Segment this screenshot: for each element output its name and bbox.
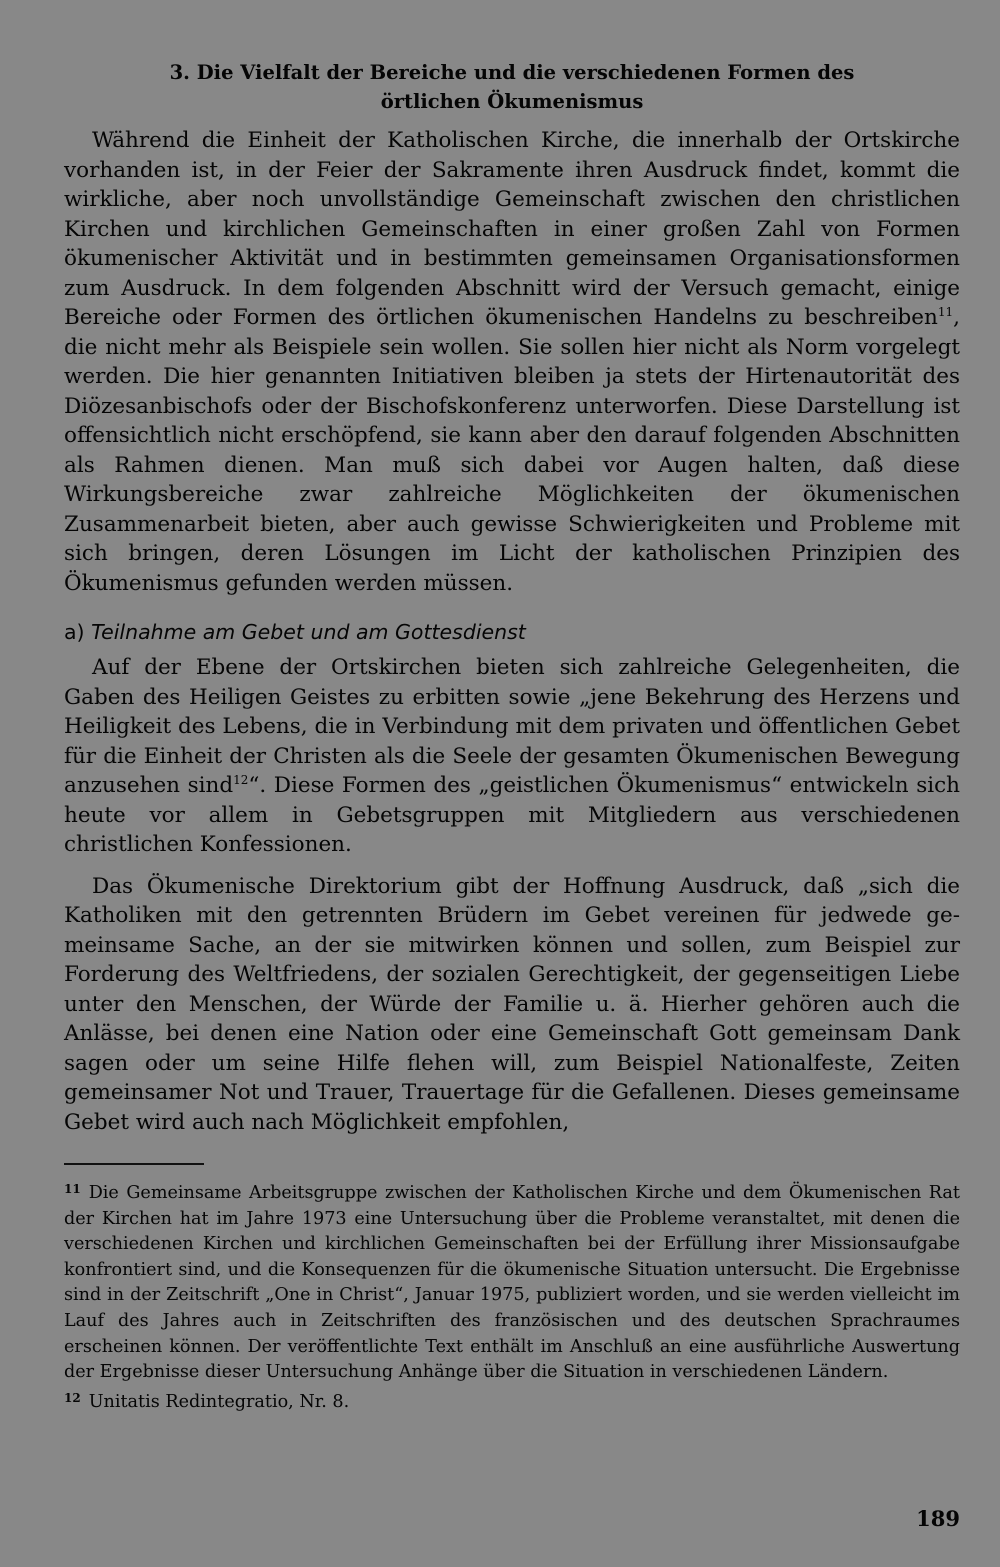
footnote-text: Die Gemeinsame Arbeitsgruppe zwischen der Katholischen Kirche und dem Ökumenischen Rat der Kirchen hat im Jahre 1973 eine Untersuchung über die Probleme veranstaltet, mit denen die verschiedenen Kirchen und kirchlichen Gemeinschaften bei der Erfüllung ihrer Missionsaufgabe konfrontiert sind, und die Konsequenzen für die ökumenische Situation untersucht. Die Ergebnisse sind in der Zeitschrift „One in Christ“, Januar 1975, publiziert worden, und sie werden vielleicht im Lauf des Jahres auch in Zeitschriften des französischen und des deutschen Sprachraumes erscheinen können. Der veröffentlichte Text enthält im Anschluß an eine ausführliche Auswertung der Ergebnisse dieser Untersuchung Anhänge über die Situation in verschiedenen Ländern. (64, 1183, 960, 1383)
subsection-letter: a) (64, 620, 85, 644)
footnote-12 (64, 1386, 960, 1416)
heading-line-2: örtlichen Ökumenismus (380, 90, 644, 113)
paragraph-intro-text-a: Während die Einheit der Katholischen Kirche, die innerhalb der Ortskirche vorhanden ist, in der Feier der Sakramente ihren Ausdruck findet, kommt die wirkliche, aber noch unvollständige Gemeinschaft zwischen den christlichen Kirchen und kirchlichen Gemeinschaften in einer großen Zahl von Formen ökumenischer Aktivität und in bestimmten gemeinsamen Organisationsformen zum Ausdruck. In dem folgenden Abschnitt wird der Versuch gemacht, einige Bereiche oder Formen des örtlichen ökumenischen Handelns zu beschreiben (64, 128, 960, 330)
paragraph-intro (64, 126, 960, 598)
paragraph-directory: Das Ökumenische Direktorium gibt der Hoffnung Ausdruck, daß „sich die Katholiken mit den getrennten Brüdern im Gebet vereinen für jedwede gemeinsame Sache, an der sie mitwirken können und sollen, zum Beispiel zur Forderung des Weltfriedens, der sozialen Gerechtigkeit, der gegenseitigen Liebe unter den Menschen, der Würde der Familie u. ä. Hierher gehören auch die Anlässe, bei denen eine Nation oder eine Gemeinschaft Gott gemeinsam Dank sagen oder um seine Hilfe flehen will, zum Beispiel Nationalfeste, Zeiten gemeinsamer Not und Trauer, Trauertage für die Gefallenen. Dieses gemeinsame Gebet wird auch nach Möglichkeit empfohlen, (64, 873, 960, 1135)
paragraph-prayer (64, 653, 960, 860)
footnote-number: 11 (64, 1182, 81, 1196)
paragraph-gap (64, 860, 960, 872)
paragraph-prayer-text-a: Auf der Ebene der Ortskirchen bieten sich zahlreiche Gelegenheiten, die Gaben des Heiligen Geistes zu erbitten sowie „jene Bekehrung des Herzens und Heiligkeit des Lebens, die in Verbindung mit dem privaten und öffentlichen Gebet für die Einheit der Christen als die Seele der gesamten Ökumenischen Bewegung anzusehen sind (64, 655, 960, 798)
page-number: 189 (916, 1506, 960, 1531)
footnote-11 (64, 1177, 960, 1386)
heading-line-1: 3. Die Vielfalt der Bereiche und die verschiedenen Formen des (169, 61, 855, 84)
footnote-ref-12: 12 (233, 773, 249, 787)
footnote-ref-11: 11 (937, 305, 954, 319)
paragraph-intro-text-b: , die nicht mehr als Beispiele sein wollen. Sie sollen hier nicht als Norm vorgelegt werden. Die hier genannten Initiativen bleiben ja stets der Hirtenautorität des Diözesanbischofs oder der Bischofskonferenz unterworfen. Diese Darstellung ist offensichtlich nicht erschöpfend, sie kann aber den darauf folgenden Abschnitten als Rahmen dienen. Man muß sich dabei vor Augen halten, daß diese Wirkungsbereiche zwar zahlreiche Möglichkeiten der ökumenischen Zusammenarbeit bieten, aber auch gewisse Schwierigkeiten und Probleme mit sich bringen, deren Lösungen im Licht der katholischen Prinzipien des Ökumenismus gefunden werden müssen. (64, 305, 960, 596)
paragraph-prayer-text-b: “. Diese Formen des „geistlichen Ökumenismus“ entwickeln sich heute vor allem in Gebetsgruppen mit Mitgliedern aus verschiedenen christlichen Konfessionen. (64, 773, 960, 857)
footnote-number: 12 (64, 1390, 81, 1405)
footnote-separator (64, 1163, 204, 1165)
subsection-title: Teilnahme am Gebet und am Gottesdienst (91, 620, 526, 644)
section-heading (64, 58, 960, 116)
footnote-text: Unitatis Redintegratio, Nr. 8. (88, 1391, 350, 1412)
subsection-heading-a (64, 618, 960, 647)
